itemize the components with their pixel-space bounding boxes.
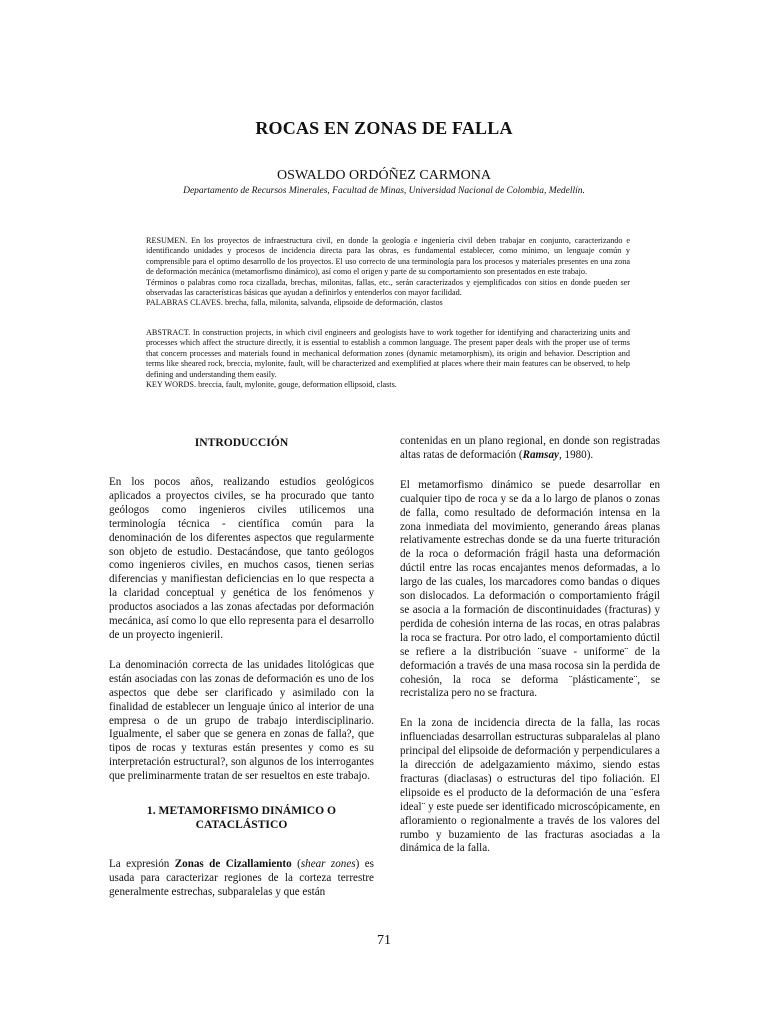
- term-zonas-cizallamiento: Zonas de Cizallamiento: [174, 858, 292, 871]
- author-name: OSWALDO ORDÓÑEZ CARMONA: [277, 168, 491, 183]
- text-run: (: [291, 858, 301, 871]
- right-paragraph-3: En la zona de incidencia directa de la falla, las rocas influenciadas desarrollan estructuras subparalelas al plano principal del elipsoide de deformación y perpendiculares a la dirección de adelgazamiento máximo, siendo estas fracturas (diaclasas) o estructuras del tipo foliación. El elipsoide es el producto de la deformación de una ¨esfera ideal¨ y este puede ser identificado microscópicamente, en afloramiento o regionalmente a través de los valores del rumbo y buzamiento de las fracturas asociadas a la dinámica de la falla.: [400, 717, 660, 855]
- author-affiliation: Departamento de Recursos Minerales, Facultad de Minas, Universidad Nacional de Colombia, Medellín.: [183, 186, 585, 196]
- right-column: [400, 435, 660, 872]
- resumen-text: RESUMEN. En los proyectos de infraestructura civil, en donde la geología e ingeniería civil deben trabajar en conjunto, caracterizando e identificando unidades y procesos de incidencia directa para las obras, es fundamental establecer, como mínimo, un lenguaje común y comprensible para el optimo desarrollo de los proyectos. El uso correcto de una terminología para los procesos y materiales presentes en una zona de deformación mecánica (metamorfismo dinámico), así como el origen y parte de su comportamiento son presentados en este trabajo.: [146, 236, 630, 277]
- resumen-text-2: Términos o palabras como roca cizallada, brechas, milonitas, fallas, etc., serán caracterizados y ejemplificados con sitios en donde pueden ser observadas las características básicas que ayudan a definirlos y entenderlos con mayor facilidad.: [146, 277, 630, 298]
- section-heading-line-1: 1. METAMORFISMO DINÁMICO O: [146, 804, 337, 818]
- section-heading-introduccion: INTRODUCCIÓN: [194, 436, 289, 449]
- text-run: ) es usada para caracterizar regiones de la corteza terrestre generalmente estrechas, subparalelas y que están: [109, 858, 374, 898]
- text-run: , 1980).: [558, 448, 594, 461]
- text-run: La expresión: [109, 858, 175, 871]
- intro-paragraph-1: En los pocos años, realizando estudios geológicos aplicados a proyectos civiles, se ha procurado que tanto geólogos como ingenieros civiles utilicemos una terminología técnica - científica común para la denominación de los diferentes aspectos que regularmente son objeto de estudio. Destacándose, que tanto geólogos como ingenieros civiles, en muchos casos, tienen serias diferencias y manifiestan deficiencias en lo que respecta a la claridad conceptual y genética de los fenómenos y productos asociados a las zonas afectadas por deformación mecánica, así como lo que ello representa para el desarrollo de un proyecto ingenieril.: [109, 476, 374, 641]
- right-paragraph-2: El metamorfismo dinámico se puede desarrollar en cualquier tipo de roca y se da a lo largo de planos o zonas de falla, como resultado de deformación intensa en la zona inmediata del movimiento, generando áreas planas relativamente estrechas donde se da una fuerte trituración de la roca o deformación frágil hasta una deformación dúctil entre las rocas encajantes menos deformadas, a lo largo de las cuales, los marcadores como bandas o diques son dislocados. La deformación o comportamiento frágil se asocia a la formación de discontinuidades (fracturas) y perdida de cohesión interna de las rocas, en otras palabras la roca se fractura. Por otro lado, el comportamiento dúctil se refiere a la distribución ¨suave - uniforme¨ de la deformación a través de una masa rocosa sin la perdida de cohesión, la roca se deforma ¨plásticamente¨, se recristaliza pero no se fractura.: [400, 478, 660, 700]
- key-words: KEY WORDS. breccia, fault, mylonite, gouge, deformation ellipsoid, clasts.: [146, 380, 397, 390]
- right-paragraph-1: [400, 435, 660, 463]
- section1-paragraph-1: [109, 858, 374, 900]
- term-shear-zones: shear zones: [300, 858, 356, 871]
- abstract-english: [146, 328, 630, 390]
- paper-title: ROCAS EN ZONAS DE FALLA: [255, 118, 513, 138]
- palabras-claves: PALABRAS CLAVES. brecha, falla, milonita, salvanda, elipsoide de deformación, clastos: [146, 298, 443, 308]
- section-heading-line-2: CATACLÁSTICO: [195, 818, 288, 832]
- page-number: 71: [377, 933, 391, 948]
- citation-ramsay: Ramsay: [522, 448, 559, 461]
- section-heading-metamorfismo: [109, 804, 374, 832]
- intro-paragraph-2: La denominación correcta de las unidades litológicas que están asociadas con las zonas de deformación es uno de los aspectos que debe ser clarificado y asimilado con la finalidad de establecer un lenguaje único al interior de una empresa o de un grupo de trabajo interdisciplinario. Igualmente, el saber que se genera en zonas de falla?, que tipos de rocas y texturas están presentes y como es su interpretación estructural?, son algunos de los interrogantes que preliminarmente tratan de ser resueltos en este trabajo.: [109, 658, 374, 783]
- abstract-text: ABSTRACT. In construction projects, in which civil engineers and geologists have to work together for identifying and characterizing units and processes which affect the structure directly, it is essential to establish a common language. The present paper deals with the proper use of terms that concern processes and materials found in mechanical deformation zones (dynamic metamorphism), its origin and behavior. Description and terms like sheared rock, breccia, mylonite, fault, will be characterized and exemplified at places where their main features can be observed, to help defining and understanding them easily.: [146, 328, 630, 379]
- abstract-spanish: [146, 236, 630, 309]
- text-run: contenidas en un plano regional, en donde son registradas altas ratas de deformación (: [400, 435, 660, 461]
- left-column: [109, 436, 374, 916]
